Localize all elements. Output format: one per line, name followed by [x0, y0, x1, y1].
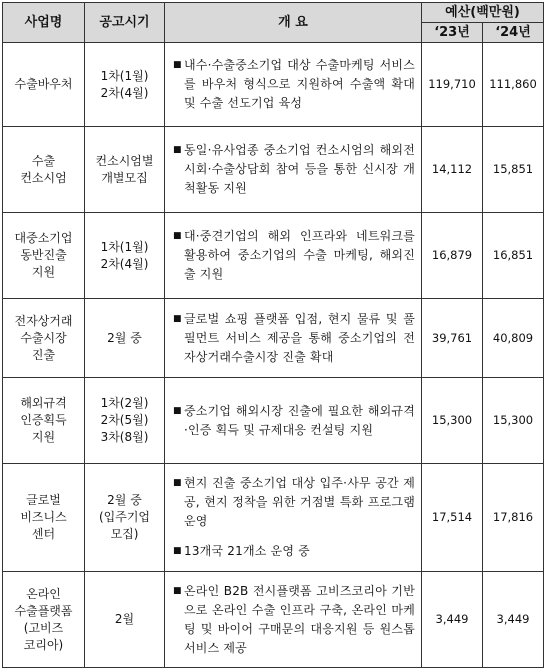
- header-period: 공고시기: [85, 3, 165, 43]
- table-row: [3, 378, 544, 464]
- announce-period-cell: [85, 572, 165, 668]
- name-line: (고비즈: [23, 620, 64, 635]
- table-row: [3, 464, 544, 572]
- budget-2024-cell: 40,809: [483, 299, 544, 378]
- announce-period-cell: [85, 464, 165, 572]
- period-line: 2차(4월): [100, 256, 149, 271]
- name-line: 지원: [31, 265, 56, 279]
- name-line: 수출시장: [20, 330, 67, 345]
- summary-cell: [165, 378, 422, 464]
- budget-2024-cell: 16,851: [483, 213, 544, 299]
- announce-period-cell: [85, 43, 165, 127]
- name-line: 진출: [31, 347, 56, 362]
- period-line: 모집): [110, 527, 139, 541]
- announce-period-cell: [85, 299, 165, 378]
- budget-2023-cell: 17,514: [422, 464, 483, 572]
- summary-cell: [165, 464, 422, 572]
- budget-2023-cell: 15,300: [422, 378, 483, 464]
- header-budget: 예산(백만원): [422, 3, 544, 23]
- square-bullet-icon: ■: [173, 405, 182, 416]
- period-line: 개별모집: [101, 170, 148, 185]
- summary-text: 동일·유사업종 중소기업 컨소시엄의 해외전시회·수출상담회 참여 등을 통한 신시장 개척활동 지원: [184, 143, 415, 195]
- budget-2024-cell: 17,816: [483, 464, 544, 572]
- program-name-cell: [3, 378, 85, 464]
- summary-text: 중소기업 해외시장 진출에 필요한 해외규격·인증 획득 및 규제대응 컨설팅 지원: [184, 403, 415, 437]
- period-line: 2월 중: [107, 330, 142, 345]
- name-line: 컨소시엄: [20, 170, 67, 185]
- table-row: [3, 213, 544, 299]
- summary-text: 현지 진출 중소기업 대상 입주·사무 공간 제공, 현지 정착을 위한 거점별 특화 프로그램 운영: [184, 476, 415, 528]
- budget-2024-cell: 15,300: [483, 378, 544, 464]
- name-line: 해외규격: [20, 396, 67, 410]
- summary-cell: [165, 127, 422, 213]
- summary-bullet: [173, 582, 415, 658]
- period-line: 1차(2월): [100, 396, 149, 410]
- summary-bullet: [173, 56, 415, 113]
- name-line: 수출바우처: [14, 77, 73, 91]
- square-bullet-icon: ■: [173, 145, 182, 155]
- program-name-cell: [3, 572, 85, 668]
- program-name-cell: [3, 213, 85, 299]
- square-bullet-icon: ■: [173, 313, 182, 324]
- header-name: 사업명: [3, 3, 85, 43]
- header-summary: 개 요: [165, 3, 422, 43]
- header-year-2024: ‘24년: [483, 23, 544, 43]
- budget-2023-cell: 14,112: [422, 127, 483, 213]
- period-line: 1차(1월): [100, 239, 149, 254]
- summary-text: 내수·수출중소기업 대상 수출마케팅 서비스를 바우처 형식으로 지원하여 수출액 확대 및 수출 선도기업 육성: [184, 58, 415, 110]
- program-name-cell: [3, 299, 85, 378]
- announce-period-cell: [85, 213, 165, 299]
- square-bullet-icon: ■: [173, 478, 182, 488]
- budget-2023-cell: 119,710: [422, 43, 483, 127]
- table-row: [3, 43, 544, 127]
- summary-bullet: [173, 402, 415, 440]
- table-row: [3, 127, 544, 213]
- program-name-cell: [3, 464, 85, 572]
- period-line: 1차(1월): [100, 68, 149, 83]
- name-line: 글로벌: [26, 493, 61, 507]
- program-name-cell: [3, 127, 85, 213]
- square-bullet-icon: ■: [173, 546, 182, 556]
- budget-2024-cell: 15,851: [483, 127, 544, 213]
- summary-text: 13개국 21개소 운영 중: [184, 544, 310, 558]
- summary-bullet: [173, 310, 415, 367]
- name-line: 온라인: [26, 586, 61, 601]
- announce-period-cell: [85, 378, 165, 464]
- period-line: (입주기업: [98, 510, 151, 524]
- header-year-2023: ‘23년: [422, 23, 483, 43]
- summary-text: 대·중견기업의 해외 인프라와 네트워크를 활용하여 중소기업의 수출 마케팅, 해외진출 지원: [184, 229, 415, 281]
- budget-table: [2, 2, 544, 668]
- summary-cell: [165, 43, 422, 127]
- name-line: 동반진출: [20, 248, 67, 262]
- period-line: 2월: [114, 612, 135, 626]
- budget-2023-cell: 16,879: [422, 213, 483, 299]
- summary-bullet: [173, 227, 415, 284]
- summary-cell: [165, 213, 422, 299]
- summary-cell: [165, 299, 422, 378]
- budget-2023-cell: 39,761: [422, 299, 483, 378]
- name-line: 코리아): [23, 637, 64, 652]
- square-bullet-icon: ■: [173, 60, 182, 70]
- program-name-cell: [3, 43, 85, 127]
- name-line: 센터: [31, 527, 56, 541]
- table-row: [3, 299, 544, 378]
- name-line: 수출: [31, 153, 56, 168]
- period-line: 2월 중: [107, 493, 142, 507]
- name-line: 수출플랫폼: [14, 603, 73, 618]
- summary-cell: [165, 572, 422, 668]
- budget-2024-cell: 111,860: [483, 43, 544, 127]
- summary-bullet: [173, 474, 415, 531]
- period-line: 컨소시엄별: [95, 153, 154, 168]
- period-line: 3차(8월): [100, 430, 149, 444]
- period-line: 2차(5월): [100, 413, 149, 427]
- period-line: 2차(4월): [100, 85, 149, 100]
- summary-text: 글로벌 쇼핑 플랫폼 입점, 현지 물류 및 풀필먼트 서비스 제공을 통해 중소기업의 전자상거래수출시장 진출 확대: [184, 311, 415, 364]
- name-line: 인증획득: [20, 413, 67, 427]
- summary-bullet: [173, 542, 415, 561]
- budget-2023-cell: 3,449: [422, 572, 483, 668]
- summary-bullet: [173, 141, 415, 198]
- square-bullet-icon: ■: [173, 585, 182, 596]
- name-line: 지원: [31, 430, 56, 444]
- square-bullet-icon: ■: [173, 231, 182, 241]
- summary-text: 온라인 B2B 전시플랫폼 고비즈코리아 기반으로 온라인 수출 인프라 구축, 온라인 마케팅 및 바이어 구매문의 대응지원 등 원스톱 서비스 제공: [184, 583, 415, 655]
- name-line: 비즈니스: [20, 510, 67, 524]
- name-line: 전자상거래: [14, 313, 73, 328]
- announce-period-cell: [85, 127, 165, 213]
- budget-2024-cell: 3,449: [483, 572, 544, 668]
- name-line: 대중소기업: [14, 231, 73, 245]
- table-row: [3, 572, 544, 668]
